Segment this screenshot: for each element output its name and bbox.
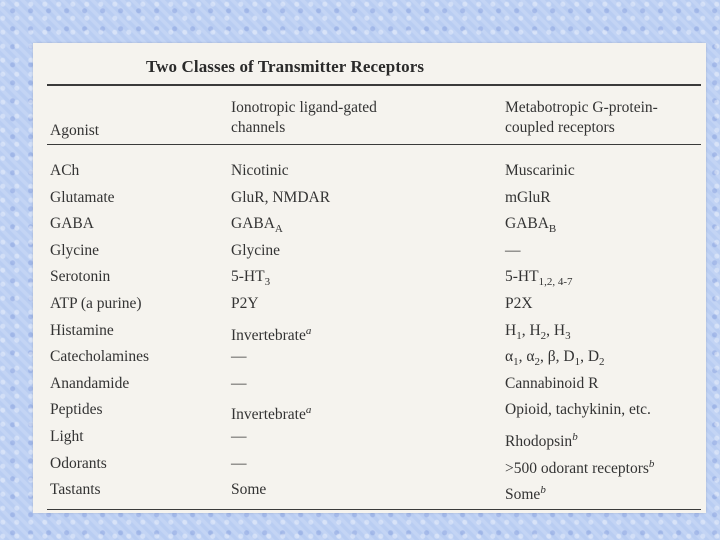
- cell-agonist: ACh: [50, 162, 80, 179]
- header-rule: [47, 144, 701, 145]
- cell-metabotropic: Cannabinoid R: [505, 375, 599, 392]
- cell-metabotropic: Opioid, tachykinin, etc.: [505, 401, 651, 418]
- header-metabotropic-line-2: coupled receptors: [505, 119, 615, 136]
- header-agonist: Agonist: [50, 122, 100, 139]
- top-rule: [47, 84, 701, 86]
- cell-agonist: Odorants: [50, 455, 107, 472]
- cell-ionotropic: Some: [231, 481, 267, 498]
- cell-agonist: Catecholamines: [50, 348, 149, 365]
- cell-agonist: Anandamide: [50, 375, 130, 392]
- cell-agonist: Tastants: [50, 481, 101, 498]
- cell-ionotropic: —: [231, 348, 247, 365]
- cell-ionotropic: Invertebrate$^a$: [231, 325, 312, 345]
- header-ionotropic-line-2: channels: [231, 119, 286, 136]
- table-panel: [33, 43, 706, 513]
- cell-ionotropic: Nicotinic: [231, 162, 289, 179]
- cell-metabotropic: Some$^b$: [505, 484, 546, 504]
- header-metabotropic-line-1: Metabotropic G-protein-: [505, 99, 658, 116]
- header-ionotropic-line-1: Ionotropic ligand-gated: [231, 99, 377, 116]
- cell-agonist: Serotonin: [50, 268, 111, 285]
- cell-metabotropic: Muscarinic: [505, 162, 575, 179]
- cell-agonist: GABA: [50, 215, 94, 232]
- cell-agonist: Peptides: [50, 401, 103, 418]
- cell-ionotropic: —: [231, 428, 247, 445]
- cell-ionotropic: P2Y: [231, 295, 259, 312]
- cell-metabotropic: >500 odorant receptors$^b$: [505, 458, 655, 478]
- cell-metabotropic: $GABA_B$: [505, 215, 557, 236]
- header-ionotropic: [231, 98, 377, 138]
- cell-metabotropic: —: [505, 242, 521, 259]
- cell-agonist: ATP (a purine): [50, 295, 142, 312]
- cell-ionotropic: Invertebrate$^a$: [231, 404, 312, 424]
- cell-ionotropic: $5-HT_3$: [231, 268, 271, 289]
- cell-metabotropic: Rhodopsin$^b$: [505, 431, 578, 451]
- cell-ionotropic: —: [231, 375, 247, 392]
- cell-metabotropic: P2X: [505, 295, 533, 312]
- cell-agonist: Light: [50, 428, 84, 445]
- cell-metabotropic: mGluR: [505, 189, 551, 206]
- table-title: Two Classes of Transmitter Receptors: [146, 57, 425, 76]
- header-metabotropic: [505, 98, 658, 138]
- cell-metabotropic: $H_1$, $H_2$, $H_3$: [505, 322, 571, 343]
- cell-agonist: Histamine: [50, 322, 114, 339]
- cell-ionotropic: Glycine: [231, 242, 281, 259]
- cell-metabotropic: $\alpha_1$, $\alpha_2$, β, $D_1$, $D_2$: [505, 348, 605, 369]
- cell-ionotropic: GluR, NMDAR: [231, 189, 331, 206]
- cell-metabotropic: $5-HT_{1,2, 4-7}$: [505, 268, 573, 289]
- bottom-rule: [47, 509, 701, 510]
- cell-ionotropic: $GABA_A$: [231, 215, 283, 236]
- cell-agonist: Glycine: [50, 242, 100, 259]
- cell-ionotropic: —: [231, 455, 247, 472]
- cell-agonist: Glutamate: [50, 189, 115, 206]
